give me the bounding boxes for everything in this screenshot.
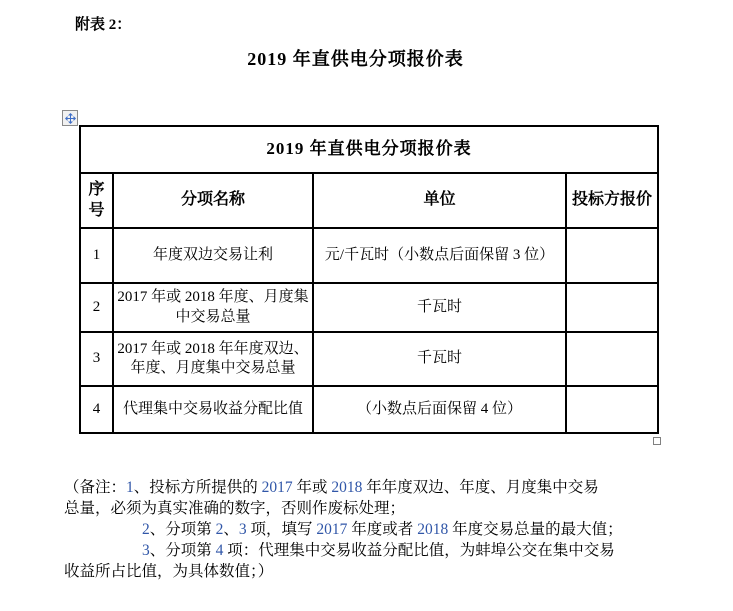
cell-unit: 千瓦时 <box>313 283 566 332</box>
cell-item-name: 代理集中交易收益分配比值 <box>113 386 313 433</box>
col-header-no: 序号 <box>80 173 113 228</box>
cell-bid-quote[interactable] <box>566 386 658 433</box>
table-row <box>80 386 658 433</box>
table-caption: 2019 年直供电分项报价表 <box>80 126 658 173</box>
cell-unit: 元/千瓦时（小数点后面保留 3 位） <box>313 228 566 283</box>
table-row <box>80 228 658 283</box>
cell-no: 1 <box>80 228 113 283</box>
table-move-handle[interactable] <box>62 110 78 126</box>
cell-no: 4 <box>80 386 113 433</box>
remark-line: 总量，必须为真实准确的数字，否则作废标处理； <box>64 500 406 517</box>
cell-unit: （小数点后面保留 4 位） <box>313 386 566 433</box>
cell-bid-quote[interactable] <box>566 228 658 283</box>
remark-line: 收益所占比值，为具体数值；） <box>64 563 274 580</box>
table-header-row <box>80 173 658 228</box>
remark-line: 3、分项第 4 项：代理集中交易收益分配比值，为蚌埠公交在集中交易 <box>142 542 615 559</box>
table-resize-handle[interactable] <box>653 437 661 445</box>
col-header-unit: 单位 <box>313 173 566 228</box>
table-row <box>80 283 658 332</box>
quotation-table <box>79 125 659 434</box>
move-arrows-icon <box>65 113 76 124</box>
cell-unit: 千瓦时 <box>313 332 566 386</box>
cell-item-name: 年度双边交易让利 <box>113 228 313 283</box>
cell-item-name: 2017 年或 2018 年年度双边、年度、月度集中交易总量 <box>113 332 313 386</box>
cell-no: 3 <box>80 332 113 386</box>
remark-line: （备注：1、投标方所提供的 2017 年或 2018 年年度双边、年度、月度集中交易 <box>64 479 599 496</box>
cell-no: 2 <box>80 283 113 332</box>
col-header-bid-quote: 投标方报价 <box>566 173 658 228</box>
remarks-block <box>64 477 714 582</box>
cell-bid-quote[interactable] <box>566 332 658 386</box>
attachment-label: 附表 2： <box>75 17 132 33</box>
remark-line: 2、分项第 2、3 项，填写 2017 年度或者 2018 年度交易总量的最大值； <box>142 521 623 538</box>
col-header-item-name: 分项名称 <box>113 173 313 228</box>
table-row <box>80 332 658 386</box>
cell-item-name: 2017 年或 2018 年度、月度集中交易总量 <box>113 283 313 332</box>
table-caption-row <box>80 126 658 173</box>
page-title: 2019 年直供电分项报价表 <box>247 49 464 69</box>
cell-bid-quote[interactable] <box>566 283 658 332</box>
